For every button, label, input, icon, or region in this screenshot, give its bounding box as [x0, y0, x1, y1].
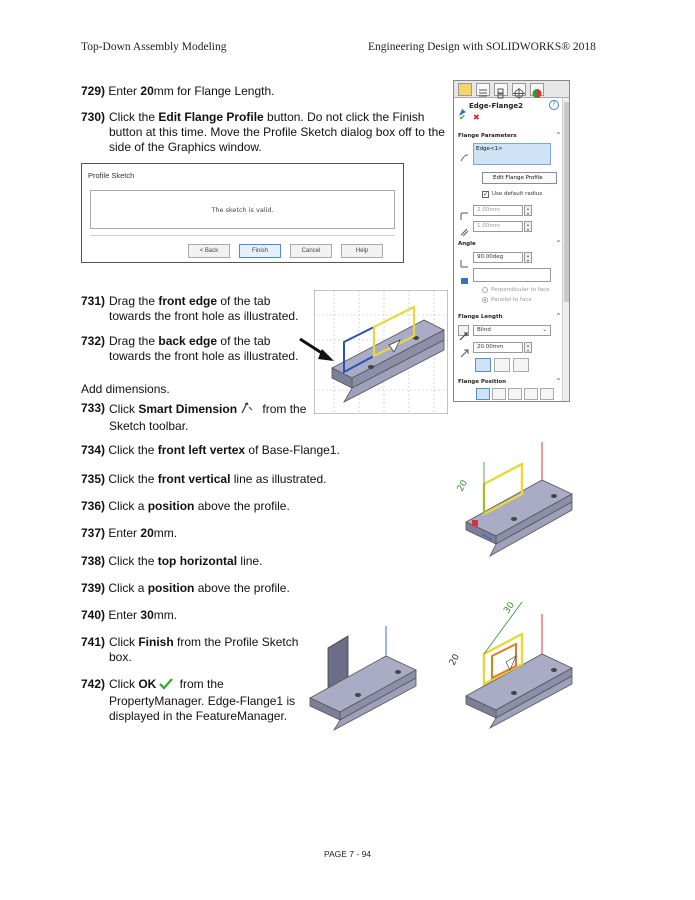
back-button[interactable]: < Back	[188, 244, 230, 258]
perpendicular-label: Perpendicular to face	[491, 287, 550, 293]
outer-virtual-sharp-icon[interactable]	[475, 358, 491, 372]
step-739: 739) Click a position above the profile.	[81, 581, 290, 595]
step-741: 741) Click Finish from the Profile Sketch box.	[81, 635, 299, 664]
collapse-caret-icon[interactable]: ^	[555, 378, 561, 385]
step-738: 738) Click the top horizontal line.	[81, 554, 263, 568]
finish-button[interactable]: Finish	[239, 244, 281, 258]
length-icon	[460, 343, 469, 362]
flange-position-header[interactable]: Flange Position	[458, 379, 507, 385]
edge-selection-list[interactable]	[473, 143, 551, 165]
cancel-button[interactable]: Cancel	[290, 244, 332, 258]
flange-angle-input[interactable]: 90.00deg	[473, 252, 523, 263]
end-condition-select[interactable]	[473, 325, 551, 336]
material-inside-icon[interactable]	[476, 388, 490, 400]
use-default-radius-label: Use default radius	[492, 191, 543, 197]
add-dimensions-note: Add dimensions.	[81, 382, 170, 396]
flange-length-input[interactable]: 20.00mm	[473, 342, 523, 353]
front-hole	[355, 693, 361, 697]
display-manager-tab-icon[interactable]	[530, 83, 544, 96]
dimension-30-figure	[446, 590, 576, 732]
dimxpert-tab-icon[interactable]	[512, 83, 526, 96]
bend-radius-input[interactable]: 2.00mm	[473, 205, 523, 216]
smart-dimension-icon	[240, 401, 256, 419]
dimension-20-label: 20	[455, 478, 471, 494]
thickness-input[interactable]: 1.00mm	[473, 221, 523, 232]
profile-sketch-dialog	[81, 163, 404, 263]
configuration-manager-tab-icon[interactable]	[494, 83, 508, 96]
pm-tab-strip	[454, 81, 569, 98]
pointer-arrow-icon	[298, 335, 338, 365]
dimension-30-label: 30	[502, 600, 518, 616]
collapse-caret-icon[interactable]: ^	[555, 313, 561, 320]
dialog-divider	[90, 235, 395, 236]
scrollbar-thumb[interactable]	[564, 102, 569, 302]
angle-header[interactable]: Angle	[458, 241, 476, 247]
step-737: 737) Enter 20mm.	[81, 526, 178, 540]
end-condition-value: Blind	[477, 327, 491, 333]
chevron-down-icon: ⌄	[542, 327, 547, 333]
angle-spinner[interactable]: ▴ ▾	[524, 252, 532, 263]
front-hole	[511, 517, 517, 521]
flange-length-header[interactable]: Flange Length	[458, 314, 503, 320]
material-outside-icon[interactable]	[492, 388, 506, 400]
flange-parameters-header[interactable]: Flange Parameters	[458, 133, 517, 139]
step-731: 731) Drag the front edge of the tab towards the front hole as illustrated.	[81, 294, 299, 323]
step-735: 735) Click the front vertical line as illustrated.	[81, 472, 327, 486]
bend-from-virtual-sharp-icon[interactable]	[524, 388, 538, 400]
step-742: 742) Click OK from the PropertyManager. Edge-Flange1 is displayed in the FeatureManager.	[81, 677, 296, 723]
inner-virtual-sharp-icon[interactable]	[494, 358, 510, 372]
edge-selection-icon	[460, 147, 469, 166]
running-header-left: Top-Down Assembly Modeling	[81, 41, 227, 53]
page-number: PAGE 7 - 94	[323, 849, 372, 859]
thickness-spinner[interactable]: ▴ ▾	[524, 221, 532, 232]
vertex-marker	[472, 520, 478, 526]
face-selection-box[interactable]	[473, 268, 551, 282]
edit-flange-profile-button[interactable]: Edit Flange Profile	[482, 172, 557, 184]
pm-title: Edge-Flange2	[469, 102, 523, 110]
ok-check-icon	[159, 678, 173, 694]
use-default-radius-checkbox[interactable]: ✓	[483, 191, 489, 198]
radius-spinner[interactable]: ▴ ▾	[524, 205, 532, 216]
front-hole	[368, 365, 374, 369]
dialog-title: Profile Sketch	[88, 171, 135, 180]
front-hole	[511, 691, 517, 695]
ok-check-icon[interactable]: ✔	[459, 113, 466, 122]
running-header-right: Engineering Design with SOLIDWORKS® 2018	[368, 41, 596, 53]
back-hole	[551, 494, 557, 498]
step-740: 740) Enter 30mm.	[81, 608, 178, 622]
pm-scrollbar[interactable]	[562, 98, 569, 401]
help-icon[interactable]: ?	[549, 100, 559, 110]
tangent-bend-icon[interactable]	[513, 358, 529, 372]
step-732: 732) Drag the back edge of the tab towards the front hole as illustrated.	[81, 334, 299, 363]
property-manager-panel	[453, 80, 570, 402]
back-hole	[551, 668, 557, 672]
edge-list-item[interactable]: Edge<1>	[476, 146, 503, 152]
property-manager-tab-icon[interactable]	[476, 83, 490, 96]
dimension-20-figure	[446, 436, 576, 560]
perpendicular-radio[interactable]	[482, 287, 488, 293]
reverse-direction-icon[interactable]	[458, 325, 469, 336]
dialog-message-box	[90, 190, 395, 229]
feature-manager-tab-icon[interactable]	[458, 83, 472, 96]
step-729: 729) Enter 20mm for Flange Length.	[81, 84, 275, 98]
dimension-20-label: 20	[447, 652, 463, 668]
collapse-caret-icon[interactable]: ^	[555, 240, 561, 247]
step-736: 736) Click a position above the profile.	[81, 499, 290, 513]
parallel-radio[interactable]	[482, 297, 488, 303]
parallel-label: Parallel to face	[491, 297, 532, 303]
cancel-x-icon[interactable]: ✖	[473, 113, 480, 122]
back-hole	[395, 670, 401, 674]
face-selection-icon	[460, 270, 469, 289]
dialog-message: The sketch is valid.	[211, 206, 274, 214]
step-730: 730) Click the Edit Flange Profile button. Do not click the Finish button at this time. Move the Profile Sketch dialog box off to the side of the Graphics window.	[81, 110, 445, 154]
finished-edge-flange-figure	[300, 620, 420, 732]
bend-outside-icon[interactable]	[508, 388, 522, 400]
thickness-icon	[460, 222, 469, 241]
step-733: 733) Click Smart Dimension from the Sketch toolbar.	[81, 401, 307, 433]
tangent-to-bend-icon[interactable]	[540, 388, 554, 400]
help-button[interactable]: Help	[341, 244, 383, 258]
step-734: 734) Click the front left vertex of Base-Flange1.	[81, 443, 340, 457]
length-spinner[interactable]: ▴ ▾	[524, 342, 532, 353]
collapse-caret-icon[interactable]: ^	[555, 132, 561, 139]
